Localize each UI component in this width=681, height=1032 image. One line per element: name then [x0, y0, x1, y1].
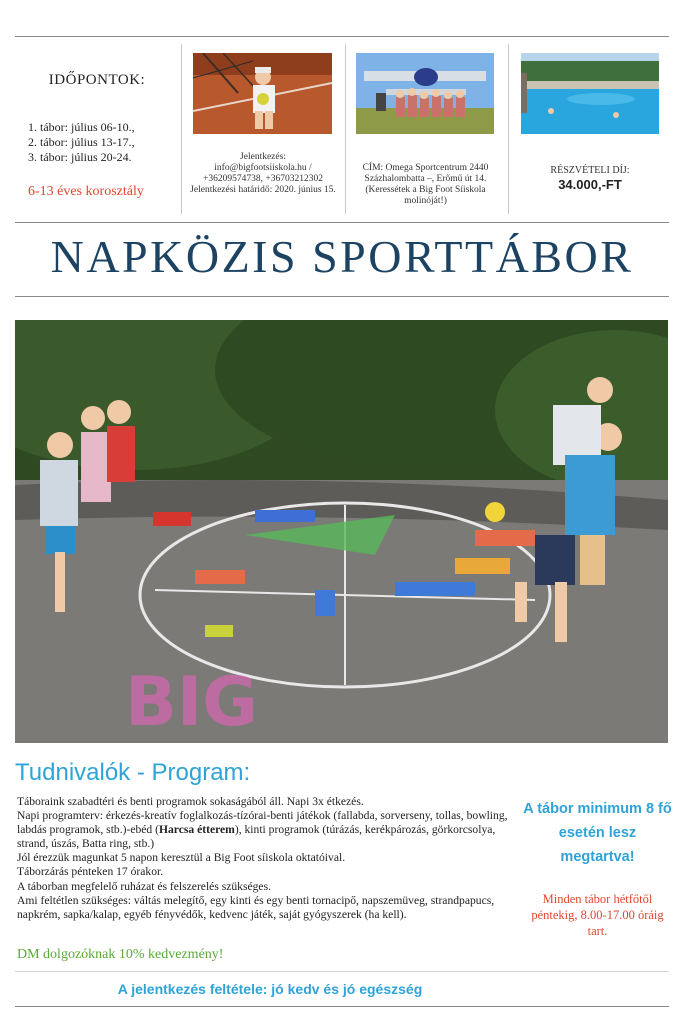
chalk-drawing-text: BIG: [125, 663, 258, 742]
registration-deadline: Jelentkezési határidő: 2020. június 15.: [190, 185, 336, 195]
top-rule: [15, 36, 669, 37]
camp-date-item: 1. tábor: július 06-10.,: [28, 120, 135, 134]
program-paragraph: Jól érezzük magunkat 5 napon keresztül a Big Foot síiskola oktatóival.: [17, 851, 346, 865]
program-heading: Tudnivalók - Program:: [15, 759, 251, 786]
location-info: CÍM: Omega Sportcentrum 2440 Százhalombatta –, Erőmű út 14. (Keressétek a Big Foot Síiskola molinóját!): [362, 163, 489, 206]
camp-date-item: 2. tábor: július 13-17.,: [28, 135, 135, 149]
strip-bottom-rule: [15, 222, 669, 223]
airplane-photo: [356, 53, 494, 134]
fee-value: 34.000,-FT: [558, 177, 622, 192]
discount-note: DM dolgozóknak 10% kedvezmény!: [17, 947, 224, 962]
camp-date-item: 3. tábor: július 20-24.: [28, 150, 132, 164]
footer-top-rule: [15, 971, 669, 972]
registration-label: Jelentkezés:: [240, 152, 286, 162]
dates-heading: IDŐPONTOK:: [48, 72, 146, 88]
column-divider-1: [181, 44, 182, 214]
minimum-participants-note: A tábor minimum 8 fő esetén lesz megtartva!: [523, 801, 672, 865]
column-divider-3: [508, 44, 509, 214]
program-text: [17, 795, 513, 922]
camp-hours-note: Minden tábor hétfőtől péntekig, 8.00-17.00 óráig tart.: [531, 892, 664, 938]
program-paragraph: Táborzárás pénteken 17 órakor.: [17, 865, 164, 879]
bottom-rule: [15, 1006, 669, 1007]
program-paragraph: A táborban megfelelő ruházat és felszerelés szükséges.: [17, 879, 271, 893]
age-group: 6-13 éves korosztály: [28, 184, 144, 199]
footer-note: A jelentkezés feltétele: jó kedv és jó egészség: [117, 981, 423, 997]
hero-photo: [15, 320, 668, 743]
program-paragraph: Ami feltétlen szükséges: váltás melegítő, egy kinti és egy benti tornacipő, napszemüveg, strandpapucs, napkrém, sapka/kalap, egyéb fényvédők, kedvenc játék, saját gyógyszerek (ha kell).: [17, 893, 495, 921]
title-bottom-rule: [15, 296, 669, 297]
registration-contact: info@bigfootsiiskola.hu / +36209574738, +36703212302: [203, 163, 323, 184]
registration-info: [190, 152, 336, 196]
camp-dates-list: [28, 120, 135, 165]
fee-label: RÉSZVÉTELI DÍJ:: [550, 165, 630, 176]
pool-photo: [521, 53, 659, 134]
page-title: NAPKÖZIS SPORTTÁBOR: [50, 231, 634, 282]
program-paragraph: Napi programterv: érkezés-kreatív foglalkozás-tízórai-benti játékok (fallabda, sorverseny, tollas, bowling, labdás programok, stb.)-ebéd (Harcsa étterem), kinti programok (túrázás, kerékpározás, görkorcsolya, strand, úszás, Batta ring, stb.): [17, 809, 508, 851]
program-paragraph: Táboraink szabadtéri és benti programok sokaságából áll. Napi 3x étkezés.: [17, 795, 364, 808]
tennis-photo: [193, 53, 332, 134]
restaurant-name: Harcsa étterem: [158, 823, 235, 837]
column-divider-2: [345, 44, 346, 214]
